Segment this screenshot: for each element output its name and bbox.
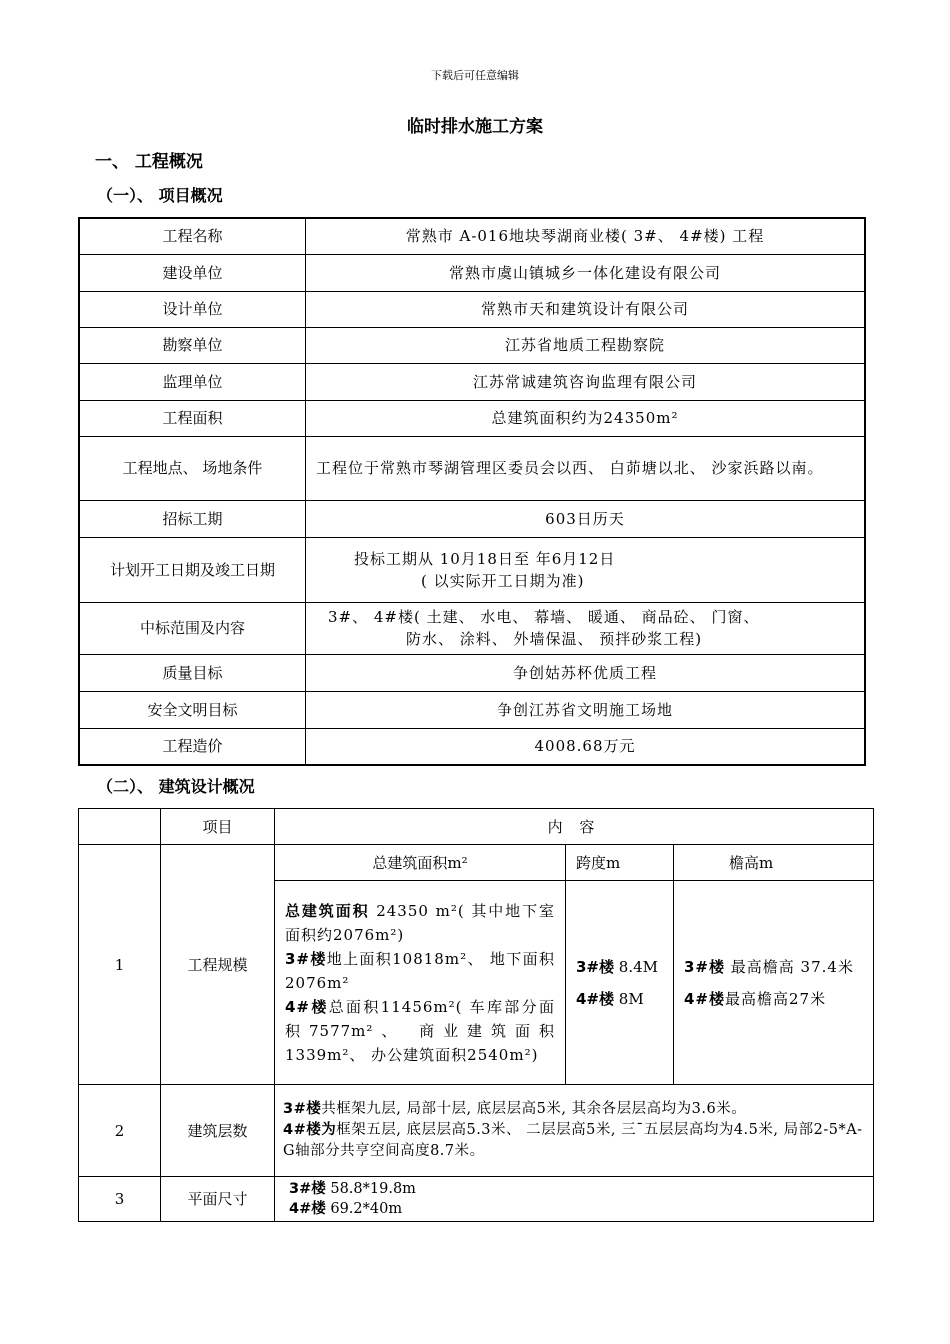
cell-label: 中标范围及内容 — [79, 602, 306, 654]
cell-value: 争创姑苏杯优质工程 — [306, 654, 866, 691]
bold-label: 3#楼 — [684, 957, 726, 976]
cell-value: 争创江苏省文明施工场地 — [306, 691, 866, 728]
table-row — [79, 654, 865, 691]
cell-value-line1: 3#、 4#楼( 土建、 水电、 幕墙、 暖通、 商品砼、 门窗、 — [328, 608, 760, 626]
cell-value: 4008.68万元 — [306, 728, 866, 765]
row-name: 建筑层数 — [161, 1085, 275, 1177]
table-row — [79, 436, 865, 500]
header-cell-number — [79, 809, 161, 845]
table-row — [79, 500, 865, 537]
cell-value: 常熟市天和建筑设计有限公司 — [306, 291, 866, 327]
cell-span-detail — [566, 881, 674, 1085]
cell-label: 工程名称 — [79, 218, 306, 254]
cell-dimensions-detail — [275, 1177, 874, 1222]
table-subheader-row — [79, 845, 874, 881]
table-row — [79, 291, 865, 327]
table-row — [79, 1177, 874, 1222]
subheader-area: 总建筑面积m² — [275, 845, 566, 881]
cell-value-line2: 防水、 涂料、 外墙保温、 预拌砂浆工程) — [406, 630, 703, 648]
cell-value: 工程位于常熟市琴湖管理区委员会以西、 白茆塘以北、 沙家浜路以南。 — [306, 436, 866, 500]
subheader-height: 檐高m — [674, 845, 874, 881]
table-row — [79, 327, 865, 363]
cell-value — [306, 602, 866, 654]
table-row — [79, 537, 865, 602]
bold-label: 3#楼 — [283, 1101, 322, 1117]
text: 框架五层, 底层层高5.3米、 二层层高5米, 三¯五层层高均为4.5米, 局部2-5*A-G轴部分共亨空间高度8.7米。 — [283, 1122, 863, 1159]
cell-label: 招标工期 — [79, 500, 306, 537]
cell-value: 常熟市虞山镇城乡一体化建设有限公司 — [306, 254, 866, 291]
text: 58.8*19.8m — [325, 1181, 416, 1197]
bold-label: 3#楼 — [576, 957, 615, 976]
text: 最高檐高 37.4米 — [725, 957, 854, 976]
text: 共框架九层, 局部十层, 底层层高5米, 其余各层层高均为3.6米。 — [321, 1101, 747, 1117]
row-number: 3 — [79, 1177, 161, 1222]
bold-label: 4#楼 — [285, 997, 329, 1016]
table-row — [79, 1085, 874, 1177]
cell-value-line1: 投标工期从 10月18日至 年6月12日 — [354, 549, 616, 568]
project-overview-table — [78, 217, 866, 766]
text: 总面积11456m²( 车库部分面积7577m²、 商业建筑面积1339m²、 办公建筑面积2540m²) — [285, 997, 555, 1064]
cell-label: 设计单位 — [79, 291, 306, 327]
cell-value: 常熟市 A-016地块琴湖商业楼( 3#、 4#楼) 工程 — [306, 218, 866, 254]
row-name: 平面尺寸 — [161, 1177, 275, 1222]
text: 8.4M — [614, 957, 658, 976]
row-number: 1 — [79, 845, 161, 1085]
cell-label: 工程地点、 场地条件 — [79, 436, 306, 500]
section-heading-overview: 一、 工程概况 — [95, 152, 203, 172]
table-row — [79, 728, 865, 765]
text: 地上面积10818m²、 地下面积2076m² — [285, 949, 555, 992]
cell-label: 工程面积 — [79, 400, 306, 436]
bold-label: 3#楼 — [285, 949, 327, 968]
cell-value: 603日历天 — [306, 500, 866, 537]
text: 69.2*40m — [325, 1201, 403, 1217]
cell-floors-detail — [275, 1085, 874, 1177]
table-row — [79, 218, 865, 254]
cell-label: 勘察单位 — [79, 327, 306, 363]
cell-label: 计划开工日期及竣工日期 — [79, 537, 306, 602]
table-row — [79, 254, 865, 291]
bold-label: 4#楼 — [289, 1201, 326, 1217]
cell-area-detail — [275, 881, 566, 1085]
bold-label: 3#楼 — [289, 1181, 326, 1197]
cell-value: 江苏常诚建筑咨询监理有限公司 — [306, 363, 866, 400]
table-row — [79, 363, 865, 400]
cell-value-line2: ( 以实际开工日期为准) — [421, 571, 585, 590]
cell-value: 总建筑面积约为24350m² — [306, 400, 866, 436]
table-row — [79, 691, 865, 728]
cell-label: 安全文明目标 — [79, 691, 306, 728]
cell-label: 工程造价 — [79, 728, 306, 765]
row-number: 2 — [79, 1085, 161, 1177]
header-cell-content: 内 容 — [275, 809, 874, 845]
table-row — [79, 400, 865, 436]
header-note: 下载后可任意编辑 — [431, 69, 519, 82]
subsection-heading-design: （二）、 建筑设计概况 — [97, 777, 255, 796]
table-row — [79, 602, 865, 654]
cell-height-detail — [674, 881, 874, 1085]
subheader-span: 跨度m — [566, 845, 674, 881]
text: 8M — [614, 989, 644, 1008]
cell-label: 质量目标 — [79, 654, 306, 691]
bold-label: 总建筑面积 — [285, 901, 370, 920]
header-cell-item: 项目 — [161, 809, 275, 845]
bold-label: 4#楼 — [684, 989, 726, 1008]
document-title: 临时排水施工方案 — [407, 117, 543, 137]
cell-label: 监理单位 — [79, 363, 306, 400]
bold-label: 4#楼为 — [283, 1122, 337, 1138]
text: 最高檐高27米 — [725, 989, 827, 1008]
text: 24350 m²( 其中地下室面积约2076m²) — [285, 901, 555, 944]
cell-value — [306, 537, 866, 602]
cell-value: 江苏省地质工程勘察院 — [306, 327, 866, 363]
row-name: 工程规模 — [161, 845, 275, 1085]
cell-label: 建设单位 — [79, 254, 306, 291]
subsection-heading-project: （一）、 项目概况 — [97, 186, 223, 205]
bold-label: 4#楼 — [576, 989, 615, 1008]
design-overview-table — [78, 808, 874, 1222]
table-header-row — [79, 809, 874, 845]
